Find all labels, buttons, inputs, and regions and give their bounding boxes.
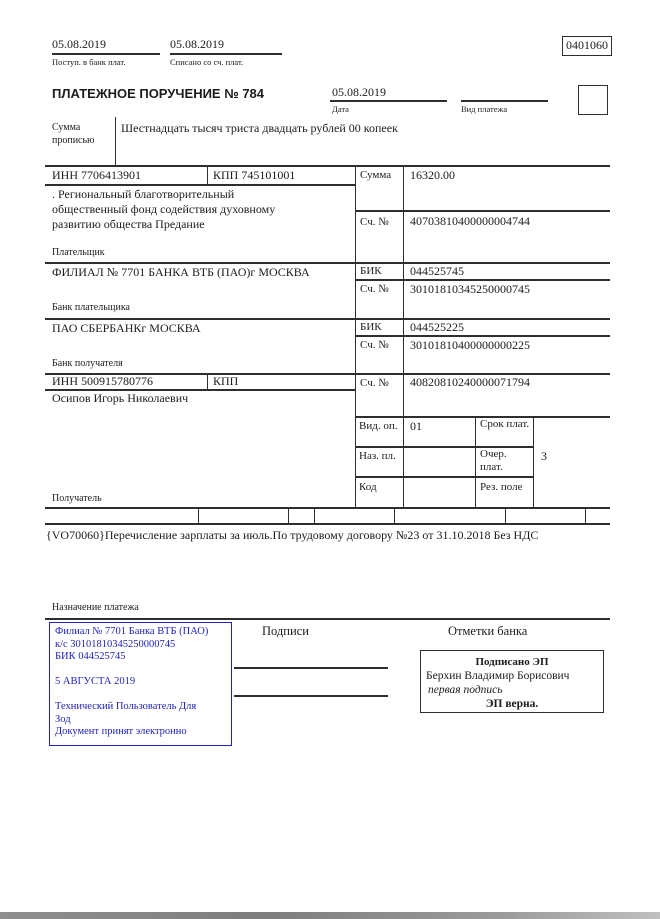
table-border	[45, 262, 610, 264]
payer-kpp: КПП 745101001	[213, 168, 296, 182]
beneficiary-account-value: 40820810240000071794	[410, 375, 530, 389]
stamp-bank-name: Филиал № 7701 Банка ВТБ (ПАО)	[55, 626, 209, 637]
payer-bank-name: ФИЛИАЛ № 7701 БАНКА ВТБ (ПАО)г МОСКВА	[52, 265, 310, 279]
signatures-heading: Подписи	[262, 624, 309, 638]
amount-words-label-2: прописью	[52, 135, 95, 146]
stamp-date: 5 АВГУСТА 2019	[55, 675, 136, 687]
divider	[115, 117, 116, 165]
table-border	[355, 476, 533, 478]
amount-in-words-value: Шестнадцать тысяч триста двадцать рублей 00 копеек	[121, 121, 398, 135]
table-border	[505, 507, 506, 523]
payer-bank-bik-label: БИК	[360, 265, 382, 277]
pay-order-value: 3	[541, 449, 547, 463]
pay-order-label: Очер. плат.	[480, 448, 507, 473]
beneficiary-bank-section-label: Банк получателя	[52, 358, 123, 369]
table-border	[394, 507, 395, 523]
payer-bank-bik-value: 044525745	[410, 264, 464, 278]
payment-type-checkbox	[578, 85, 608, 115]
beneficiary-kpp-label: КПП	[213, 374, 239, 388]
form-code-box: 0401060	[562, 36, 612, 56]
esign-title: Подписано ЭП	[475, 656, 549, 668]
payment-purpose-label: Назначение платежа	[52, 602, 139, 613]
bank-marks-heading: Отметки банка	[448, 624, 528, 638]
table-border	[288, 507, 289, 523]
esign-name: Берхин Владимир Борисович	[426, 670, 570, 682]
beneficiary-bank-name: ПАО СБЕРБАНКг МОСКВА	[52, 321, 201, 335]
received-in-bank-label: Поступ. в банк плат.	[52, 57, 126, 67]
beneficiary-bank-bik-label: БИК	[360, 321, 382, 333]
pay-term-label: Срок плат.	[480, 418, 530, 430]
beneficiary-name: Осипов Игорь Николаевич	[52, 391, 189, 405]
table-border	[355, 279, 610, 281]
scan-edge	[0, 912, 660, 919]
table-border	[585, 507, 586, 523]
table-border	[355, 210, 610, 212]
table-border	[533, 416, 534, 507]
beneficiary-inn: ИНН 500915780776	[52, 374, 153, 388]
footer-divider	[45, 618, 610, 620]
payment-type-label: Вид платежа	[461, 104, 508, 114]
beneficiary-section-label: Получатель	[52, 493, 102, 504]
payer-account-value: 40703810400000004744	[410, 214, 530, 228]
payer-inn: ИНН 7706413901	[52, 168, 141, 182]
beneficiary-bank-account-label: Сч. №	[360, 339, 389, 351]
payer-account-label: Сч. №	[360, 216, 389, 228]
payer-name-line: развитию общества Предание	[52, 217, 205, 231]
payer-bank-account-label: Сч. №	[360, 283, 389, 295]
stamp-note: Документ принят электронно	[55, 726, 187, 737]
pay-purpose-label: Наз. пл.	[359, 450, 396, 462]
table-border	[45, 318, 610, 320]
table-border	[45, 165, 610, 167]
date-label: Дата	[332, 104, 349, 114]
underline	[170, 53, 282, 55]
signature-line	[234, 695, 388, 697]
payer-bank-account-value: 30101810345250000745	[410, 282, 530, 296]
table-border	[45, 507, 610, 509]
table-border	[45, 523, 610, 525]
table-border	[355, 335, 610, 337]
code-label: Код	[359, 481, 377, 493]
payer-name-line: общественный фонд содействия духовному	[52, 202, 276, 216]
received-in-bank-date: 05.08.2019	[52, 37, 106, 51]
table-border	[355, 165, 356, 507]
document-date: 05.08.2019	[332, 85, 386, 99]
signature-line	[234, 667, 388, 669]
stamp-user-line: Технический Пользователь Для	[55, 701, 197, 712]
stamp-bik: БИК 044525745	[55, 651, 126, 662]
table-border	[207, 165, 208, 184]
payer-bank-section-label: Банк плательщика	[52, 302, 130, 313]
payment-purpose-text: {VO70060}Перечисление зарплаты за июль.По трудовому договору №23 от 31.10.2018 Без НДС	[46, 528, 539, 542]
table-border	[198, 507, 199, 523]
beneficiary-bank-account-value: 30101810400000000225	[410, 338, 530, 352]
underline	[52, 53, 160, 55]
payer-section-label: Плательщик	[52, 247, 105, 258]
document-title: ПЛАТЕЖНОЕ ПОРУЧЕНИЕ № 784	[52, 86, 265, 101]
beneficiary-account-label: Сч. №	[360, 377, 389, 389]
table-border	[475, 416, 476, 507]
underline	[330, 100, 447, 102]
esign-subtitle: первая подпись	[428, 684, 503, 696]
beneficiary-bank-bik-value: 044525225	[410, 320, 464, 334]
table-border	[45, 184, 355, 186]
esign-verified: ЭП верна.	[485, 698, 539, 710]
reserve-field-label: Рез. поле	[480, 481, 523, 493]
underline	[461, 100, 548, 102]
bank-electronic-stamp	[49, 622, 232, 746]
amount-words-label-1: Сумма	[52, 122, 81, 133]
amount-label: Сумма	[360, 169, 392, 181]
stamp-corr-account: к/с 30101810345250000745	[55, 638, 176, 650]
table-border	[314, 507, 315, 523]
payer-name-line: . Региональный благотворительный	[52, 187, 235, 201]
amount-value: 16320.00	[410, 168, 455, 182]
electronic-signature-box	[420, 650, 604, 713]
debited-label: Списано со сч. плат.	[170, 57, 244, 67]
table-border	[207, 373, 208, 389]
op-type-label: Вид. оп.	[359, 420, 398, 432]
op-type-value: 01	[410, 419, 422, 433]
stamp-user-line: Зод	[55, 713, 71, 725]
debited-date: 05.08.2019	[170, 37, 224, 51]
table-border	[403, 165, 404, 507]
